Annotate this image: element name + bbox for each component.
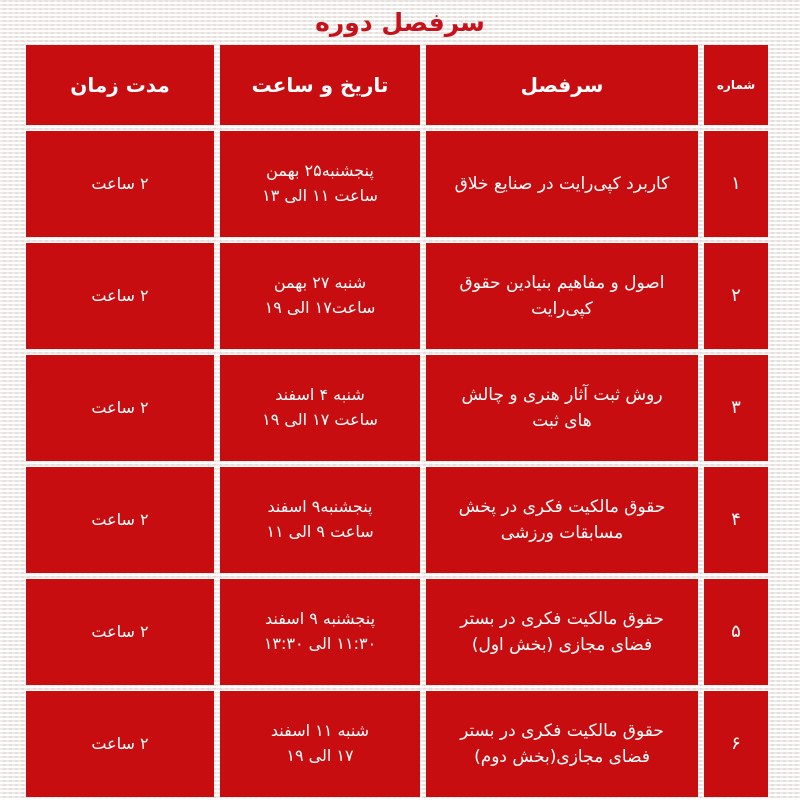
row-time: ساعت ۱۷ الی ۱۹ xyxy=(262,410,378,429)
row-topic xyxy=(426,243,698,349)
row-number: ۴ xyxy=(704,467,768,573)
header-cell-duration: مدت زمان xyxy=(26,45,214,125)
row-number: ۵ xyxy=(704,579,768,685)
row-duration: ۲ ساعت xyxy=(26,467,214,573)
page-title-bar xyxy=(0,0,800,44)
row-duration: ۲ ساعت xyxy=(26,579,214,685)
row-topic-line: حقوق مالکیت فکری در بستر xyxy=(460,720,664,741)
row-topic xyxy=(426,579,698,685)
row-time: ساعت ۹ الی ۱۱ xyxy=(266,522,374,541)
table-row xyxy=(32,131,768,237)
header-cell-topic: سرفصل xyxy=(426,45,698,125)
table-row xyxy=(32,579,768,685)
table-row xyxy=(32,243,768,349)
row-topic-line: حقوق مالکیت فکری در بستر xyxy=(460,608,664,629)
row-topic-line: فضای مجازی (بخش اول) xyxy=(471,635,653,655)
row-topic xyxy=(426,691,698,797)
row-topic-line: های ثبت xyxy=(532,411,592,431)
row-duration: ۲ ساعت xyxy=(26,355,214,461)
row-topic-line: فضای مجازی(بخش دوم) xyxy=(474,747,650,767)
row-number: ۱ xyxy=(704,131,768,237)
table-row xyxy=(32,691,768,797)
row-date: پنجشنبه۲۵ بهمن xyxy=(266,161,374,181)
row-topic-line: روش ثبت آثار هنری و چالش xyxy=(461,384,663,405)
row-topic-line: مسابقات ورزشی xyxy=(500,523,624,543)
row-datetime xyxy=(220,467,420,573)
row-datetime xyxy=(220,579,420,685)
row-topic-line: کپی‌رایت xyxy=(531,299,593,319)
header-cell-number: شماره xyxy=(704,45,768,125)
row-duration: ۲ ساعت xyxy=(26,131,214,237)
row-datetime xyxy=(220,243,420,349)
table-row xyxy=(32,355,768,461)
page-title: سرفصل دوره xyxy=(315,7,485,37)
row-topic xyxy=(426,355,698,461)
row-date: شنبه ۱۱ اسفند xyxy=(270,721,370,741)
row-datetime xyxy=(220,355,420,461)
row-number: ۶ xyxy=(704,691,768,797)
row-date: شنبه ۴ اسفند xyxy=(275,385,365,405)
row-duration: ۲ ساعت xyxy=(26,243,214,349)
course-schedule-table xyxy=(32,45,768,797)
row-duration: ۲ ساعت xyxy=(26,691,214,797)
row-date: پنجشنبه۹ اسفند xyxy=(267,497,373,517)
row-datetime xyxy=(220,131,420,237)
row-date: شنبه ۲۷ بهمن xyxy=(273,273,367,293)
table-header-row xyxy=(32,45,768,125)
row-number: ۳ xyxy=(704,355,768,461)
row-time: ۱۷ الی ۱۹ xyxy=(286,746,354,765)
table-row xyxy=(32,467,768,573)
header-cell-datetime: تاریخ و ساعت xyxy=(220,45,420,125)
row-topic-line: اصول و مفاهیم بنیادین حقوق xyxy=(459,272,665,293)
row-number: ۲ xyxy=(704,243,768,349)
row-topic xyxy=(426,467,698,573)
row-time: ساعت۱۷ الی ۱۹ xyxy=(264,298,376,317)
row-date: پنجشنبه ۹ اسفند xyxy=(264,609,376,629)
row-datetime xyxy=(220,691,420,797)
row-topic-line: حقوق مالکیت فکری در پخش xyxy=(458,496,666,517)
row-topic: کاربرد کپی‌رایت در صنایع خلاق xyxy=(426,131,698,237)
row-time: ساعت ۱۱ الی ۱۳ xyxy=(262,186,378,205)
row-time: ۱۱:۳۰ الی ۱۳:۳۰ xyxy=(263,634,377,653)
